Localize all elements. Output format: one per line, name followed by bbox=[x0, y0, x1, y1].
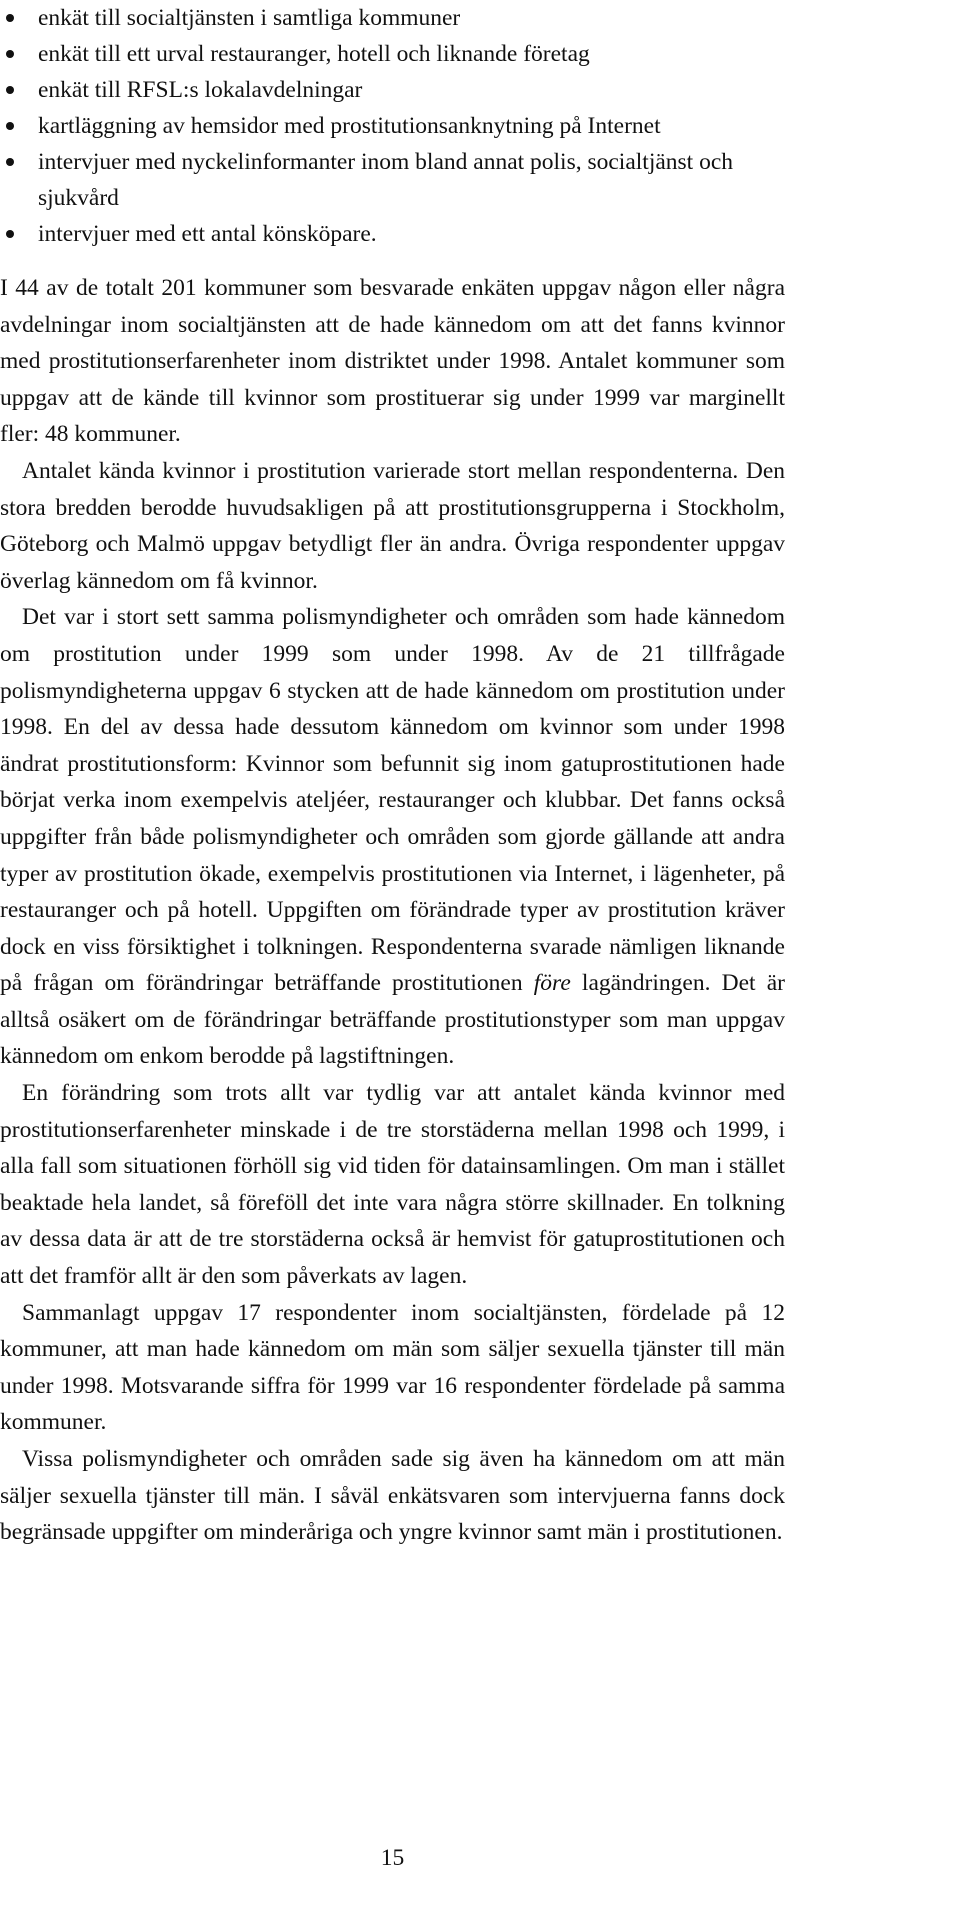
paragraph-6: Vissa polismyndigheter och områden sade sig även ha kännedom om att män säljer sexuella tjänster till män. I såväl enkätsvaren som intervjuerna fanns dock begränsade uppgifter om minderåriga och yngre kvinnor samt män i prostitutionen. bbox=[0, 1446, 785, 1546]
emphasized-word: före bbox=[533, 970, 571, 997]
list-item-text: kartläggning av hemsidor med prostitutionsanknytning på Internet bbox=[38, 113, 661, 139]
list-item-text: intervjuer med nyckelinformanter inom bland annat polis, socialtjänst och sjukvård bbox=[38, 149, 734, 211]
bullet-icon bbox=[6, 14, 14, 22]
list-item-text: intervjuer med ett antal könsköpare. bbox=[38, 221, 377, 247]
list-item-text: enkät till RFSL:s lokalavdelningar bbox=[38, 77, 363, 103]
paragraph-3-text-after: lagändringen. Det är alltså osäkert om de förändringar beträffande prostitutionstyper som man uppgav kännedom om enkom berodde på lagstiftningen. bbox=[0, 970, 785, 1070]
list-item bbox=[0, 36, 960, 72]
list-item bbox=[0, 72, 960, 108]
body-text bbox=[0, 270, 785, 1551]
paragraph-5: Sammanlagt uppgav 17 respondenter inom socialtjänsten, fördelade på 12 kommuner, att man hade kännedom om män som säljer sexuella tjänster till män under 1998. Motsvarande siffra för 1999 var 16 respondenter fördelade på samma kommuner. bbox=[0, 1299, 785, 1436]
bullet-icon bbox=[6, 50, 14, 58]
list-item bbox=[0, 108, 960, 144]
list-item-text: enkät till ett urval restauranger, hotell och liknande företag bbox=[38, 41, 590, 67]
page-number: 15 bbox=[380, 1845, 405, 1871]
list-item bbox=[0, 0, 960, 36]
bullet-icon bbox=[6, 158, 14, 166]
method-list bbox=[0, 0, 960, 252]
paragraph-2: Antalet kända kvinnor i prostitution varierade stort mellan respondenterna. Den stora bredden berodde huvudsakligen på att prostitutionsgrupperna i Stockholm, Göteborg och Malmö uppgav betydligt fler än andra. Övriga respondenter uppgav överlag kännedom om få kvinnor. bbox=[0, 457, 785, 594]
paragraph-4: En förändring som trots allt var tydlig var att antalet kända kvinnor med prostitutionserfarenheter minskade i de tre storstäderna mellan 1998 och 1999, i alla fall som situationen förhöll sig vid tiden för datainsamlingen. Om man i stället beaktade hela landet, så föreföll det inte vara några större skillnader. En tolkning av dessa data är att de tre storstäderna också är hemvist för gatuprostitutionen och att det framför allt är den som påverkats av lagen. bbox=[0, 1080, 785, 1290]
list-item bbox=[0, 144, 960, 216]
bullet-icon bbox=[6, 86, 14, 94]
paragraph-1: I 44 av de totalt 201 kommuner som besvarade enkäten uppgav någon eller några avdelningar inom socialtjänsten att de hade kännedom om att det fanns kvinnor med prostitutionserfarenheter inom distriktet under 1998. Antalet kommuner som uppgav att de kände till kvinnor som prostituerar sig under 1999 var marginellt fler: 48 kommuner. bbox=[0, 275, 785, 448]
bullet-icon bbox=[6, 122, 14, 130]
paragraph-3-text-before: Det var i stort sett samma polismyndigheter och områden som hade kännedom om prostitution under 1999 som under 1998. Av de 21 tillfrågade polismyndigheterna uppgav 6 stycken att de hade kännedom om prostitution under 1998. En del av dessa hade dessutom kännedom om kvinnor som under 1998 ändrat prostitutionsform: Kvinnor som befunnit sig inom gatuprostitutionen hade börjat verka inom exempelvis ateljéer, restauranger och klubbar. Det fanns också uppgifter från både polismyndigheter och områden som gjorde gällande att andra typer av prostitution ökade, exempelvis prostitutionen via Internet, i lägenheter, på restauranger och på hotell. Uppgiften om förändrade typer av prostitution kräver dock en viss försiktighet i tolkningen. Respondenterna svarade nämligen liknande på frågan om förändringar beträffande prostitutionen bbox=[0, 604, 785, 997]
list-item bbox=[0, 216, 960, 252]
list-item-text: enkät till socialtjänsten i samtliga kommuner bbox=[38, 5, 461, 31]
bullet-icon bbox=[6, 230, 14, 238]
paragraph-3 bbox=[0, 599, 785, 1075]
